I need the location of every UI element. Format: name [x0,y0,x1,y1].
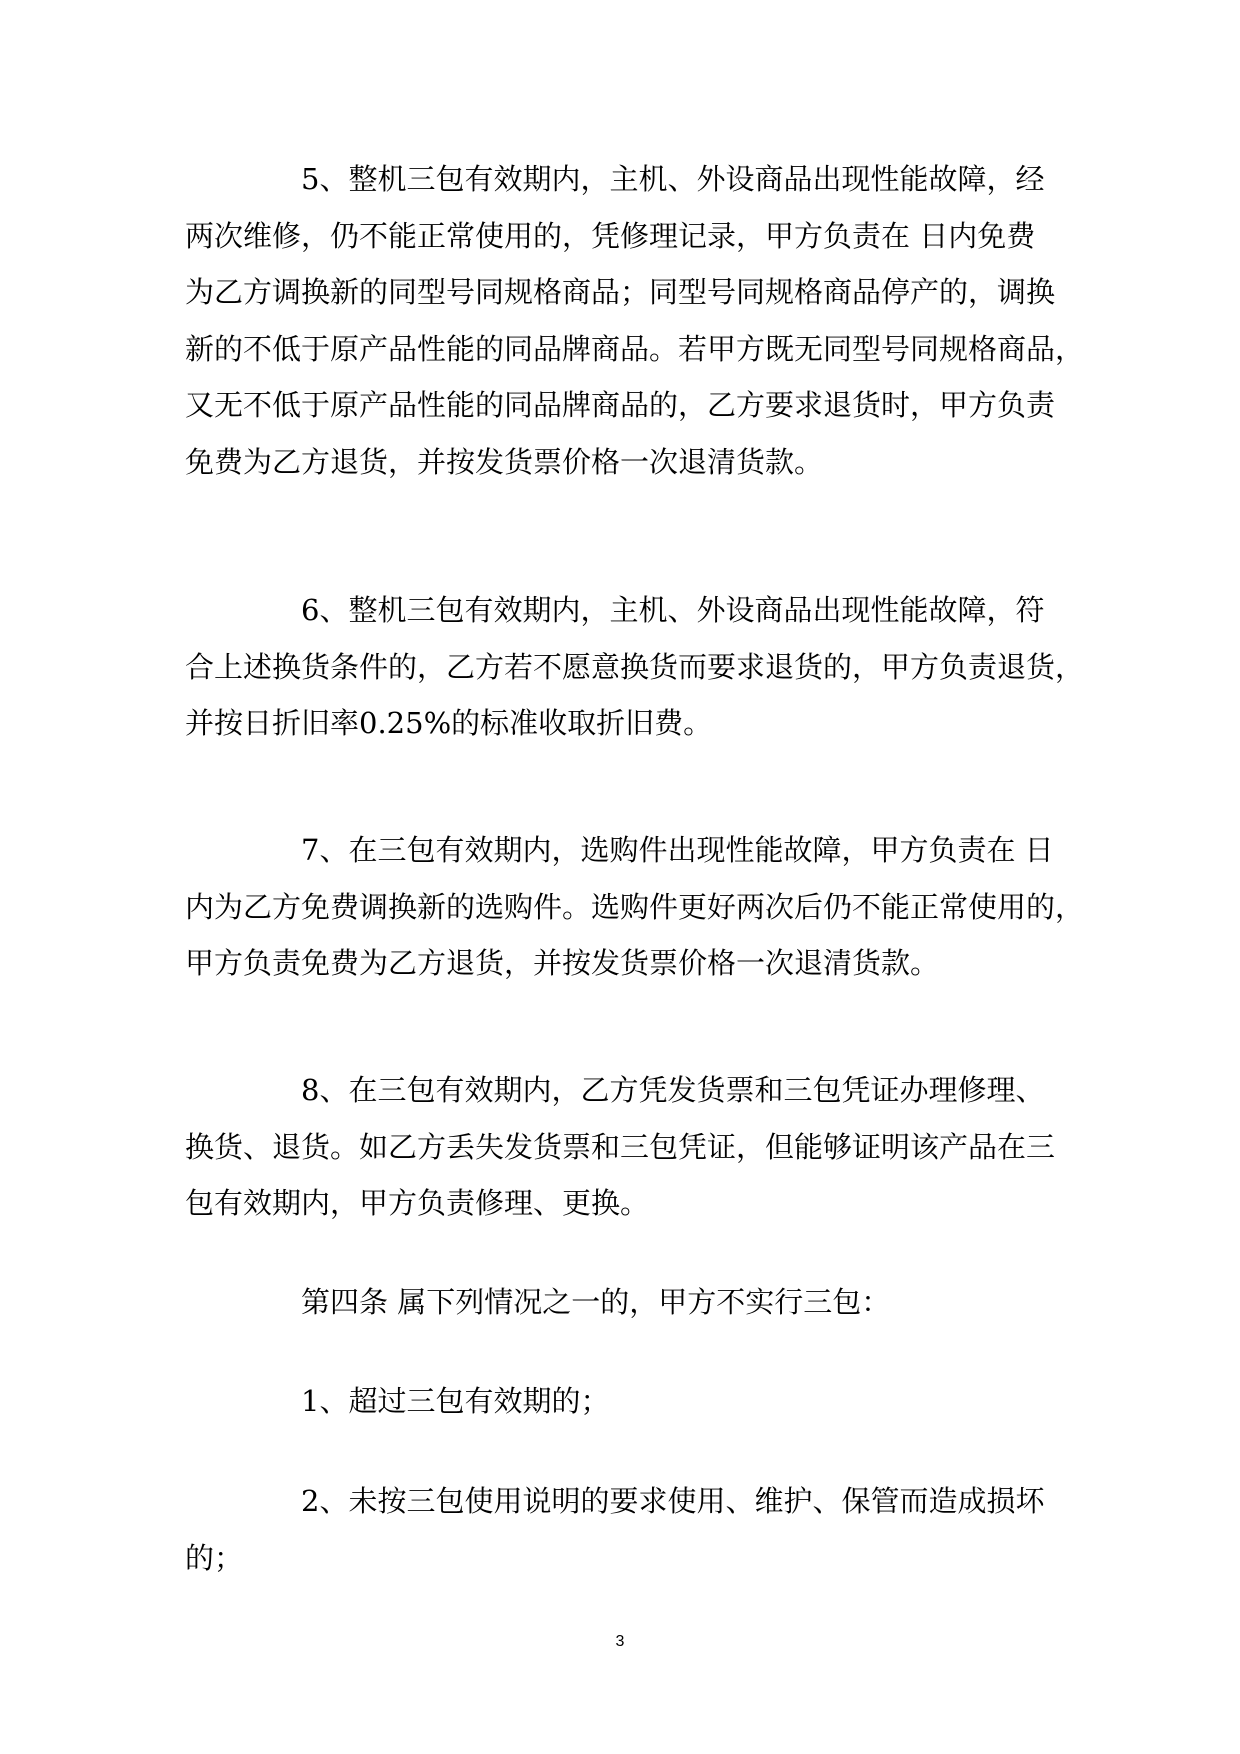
text-line: 甲方负责免费为乙方退货，并按发货票价格一次退清货款。 [185,946,940,980]
page-number: 3 [615,1633,625,1650]
text-line: 免费为乙方退货，并按发货票价格一次退清货款。 [185,444,824,479]
text-line: 为乙方调换新的同型号同规格商品；同型号同规格商品停产的，调换 [185,275,1056,309]
text-line: 又无不低于原产品性能的同品牌商品的，乙方要求退货时，甲方负责 [185,388,1056,422]
text-line: 新的不低于原产品性能的同品牌商品。若甲方既无同型号同规格商品， [185,331,1085,366]
paragraph-exclusion-1 [185,1373,1065,1430]
text-line: 7、在三包有效期内，选购件出现性能故障，甲方负责在 日 [301,833,1054,867]
paragraph-clause-7 [185,822,1085,992]
text-line: 5、整机三包有效期内，主机、外设商品出现性能故障，经 [301,162,1045,196]
text-line: 第四条 属下列情况之一的，甲方不实行三包： [301,1285,891,1319]
text-line: 并按日折旧率0.25%的标准收取折旧费。 [185,706,713,740]
text-line: 内为乙方免费调换新的选购件。选购件更好两次后仍不能正常使用的， [185,889,1085,924]
text-line: 换货、退货。如乙方丢失发货票和三包凭证，但能够证明该产品在三 [185,1129,1056,1164]
text-line: 1、超过三包有效期的； [301,1384,610,1418]
text-line: 的； [185,1540,244,1575]
text-line: 合上述换货条件的，乙方若不愿意换货而要求退货的，甲方负责退货， [185,649,1085,684]
text-line: 包有效期内，甲方负责修理、更换。 [185,1186,650,1220]
text-line: 8、在三包有效期内，乙方凭发货票和三包凭证办理修理、 [301,1073,1045,1107]
paragraph-clause-6 [185,582,1085,752]
paragraph-clause-5 [185,151,1085,490]
text-line: 两次维修，仍不能正常使用的，凭修理记录，甲方负责在 日内免费 [185,218,1036,253]
paragraph-clause-8 [185,1062,1065,1232]
text-line: 6、整机三包有效期内，主机、外设商品出现性能故障，符 [301,593,1045,627]
paragraph-article-4-heading [185,1274,1065,1331]
text-line: 2、未按三包使用说明的要求使用、维护、保管而造成损坏 [301,1484,1045,1518]
paragraph-exclusion-2 [185,1473,1065,1586]
